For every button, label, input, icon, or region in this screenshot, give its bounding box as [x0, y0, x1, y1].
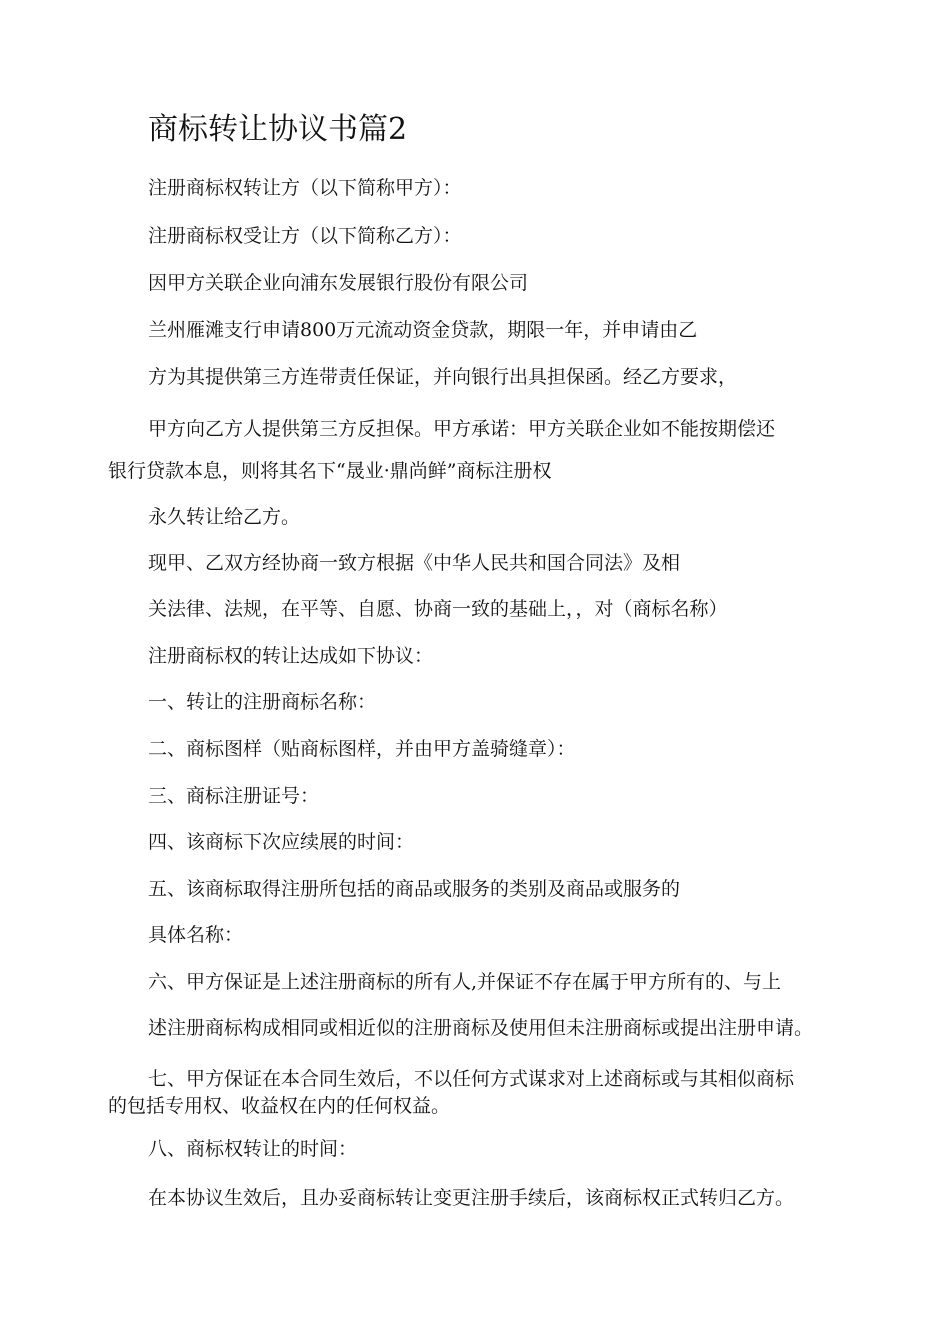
text-line: 四、该商标下次应续展的时间：: [148, 831, 415, 853]
text-line: 具体名称：: [148, 924, 244, 946]
text-line: 永久转让给乙方。: [148, 506, 301, 528]
text-line: 一、转让的注册商标名称：: [148, 691, 377, 713]
text-line: 因甲方关联企业向浦东发展银行股份有限公司: [148, 272, 529, 294]
text-line: 述注册商标构成相同或相近似的注册商标及使用但未注册商标或提出注册申请。: [148, 1017, 814, 1039]
text-line: 七、甲方保证在本合同生效后，不以任何方式谋求对上述商标或与其相似商标: [148, 1068, 795, 1090]
text-line: 银行贷款本息，则将其名下“晟业·鼎尚鲜”商标注册权: [108, 460, 552, 482]
text-line: 六、甲方保证是上述注册商标的所有人,并保证不存在属于甲方所有的、与上: [148, 971, 782, 993]
text-line: 关法律、法规，在平等、自愿、协商一致的基础上，，对（商标名称）: [148, 598, 728, 620]
text-line: 注册商标权转让方（以下简称甲方）：: [148, 177, 462, 199]
text-line: 五、该商标取得注册所包括的商品或服务的类别及商品或服务的: [148, 878, 681, 900]
text-line: 八、商标权转让的时间：: [148, 1138, 358, 1160]
text-line: 注册商标权受让方（以下简称乙方）：: [148, 225, 462, 247]
text-line: 在本协议生效后，且办妥商标转让变更注册手续后，该商标权正式转归乙方。: [148, 1187, 795, 1209]
text-line: 二、商标图样（贴商标图样，并由甲方盖骑缝章）：: [148, 738, 576, 760]
text-line: 甲方向乙方人提供第三方反担保。甲方承诺：甲方关联企业如不能按期偿还: [148, 418, 776, 440]
text-line: 注册商标权的转让达成如下协议：: [148, 645, 434, 667]
text-line: 兰州雁滩支行申请800万元流动资金贷款，期限一年，并申请由乙: [148, 319, 698, 341]
text-line: 现甲、乙双方经协商一致方根据《中华人民共和国合同法》及相: [148, 552, 681, 574]
text-line: 方为其提供第三方连带责任保证，并向银行出具担保函。经乙方要求，: [148, 366, 738, 388]
text-line: 的包括专用权、收益权在内的任何权益。: [108, 1095, 451, 1117]
text-line: 三、商标注册证号：: [148, 785, 320, 807]
document-title: 商标转让协议书篇2: [148, 112, 408, 147]
